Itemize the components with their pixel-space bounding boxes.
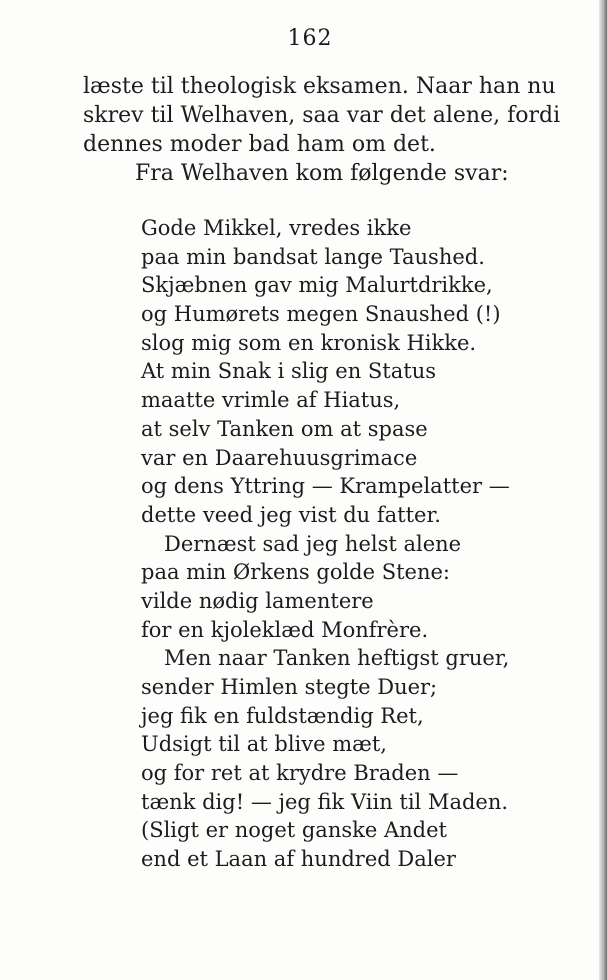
poem-line: Gode Mikkel, vredes ikke	[141, 216, 412, 240]
prose-line: dennes moder bad ham om det.	[83, 132, 436, 157]
poem-line: og Humørets megen Snaushed (!)	[141, 302, 501, 327]
poem-line: maatte vrimle af Hiatus,	[141, 388, 401, 413]
poem-line: Men naar Tanken heftigst gruer,	[164, 646, 510, 671]
poem-line: Skjæbnen gav mig Malurtdrikke,	[141, 273, 493, 298]
page-number: 162	[287, 26, 333, 51]
poem-line: for en kjoleklæd Monfrère.	[141, 617, 429, 642]
poem-line: slog mig som en kronisk Hikke.	[141, 330, 477, 355]
poem-line: og dens Yttring — Krampelatter —	[141, 474, 510, 499]
poem-line: Udsigt til at blive mæt,	[141, 732, 387, 757]
page-edge-shadow	[599, 0, 607, 980]
prose-line: skrev til Welhaven, saa var det alene, fordi	[83, 103, 561, 128]
poem-line: Dernæst sad jeg helst alene	[164, 531, 462, 556]
poem-line: paa min bandsat lange Taushed.	[141, 244, 485, 269]
poem-line: at selv Tanken om at spase	[141, 416, 428, 441]
prose-paragraph	[83, 72, 561, 188]
poem-line: og for ret at krydre Braden —	[141, 761, 459, 786]
prose-line: læste til theologisk eksamen. Naar han nu	[83, 74, 556, 99]
poem-line: var en Daarehuusgrimace	[141, 445, 418, 470]
poem-line: end et Laan af hundred Daler	[141, 847, 456, 872]
poem-line: (Sligt er noget ganske Andet	[141, 818, 447, 843]
poem-line: dette veed jeg vist du fatter.	[141, 502, 441, 527]
poem-line: sender Himlen stegte Duer;	[141, 675, 438, 699]
prose-line: Fra Welhaven kom følgende svar:	[135, 161, 509, 186]
poem-line: paa min Ørkens golde Stene:	[141, 560, 451, 585]
poem-block	[141, 214, 541, 874]
poem-line: tænk dig! — jeg fik Viin til Maden.	[141, 789, 509, 814]
poem-line: vilde nødig lamentere	[141, 588, 374, 613]
poem-line: jeg fik en fuldstændig Ret,	[141, 703, 424, 728]
poem-line: At min Snak i slig en Status	[141, 359, 437, 384]
